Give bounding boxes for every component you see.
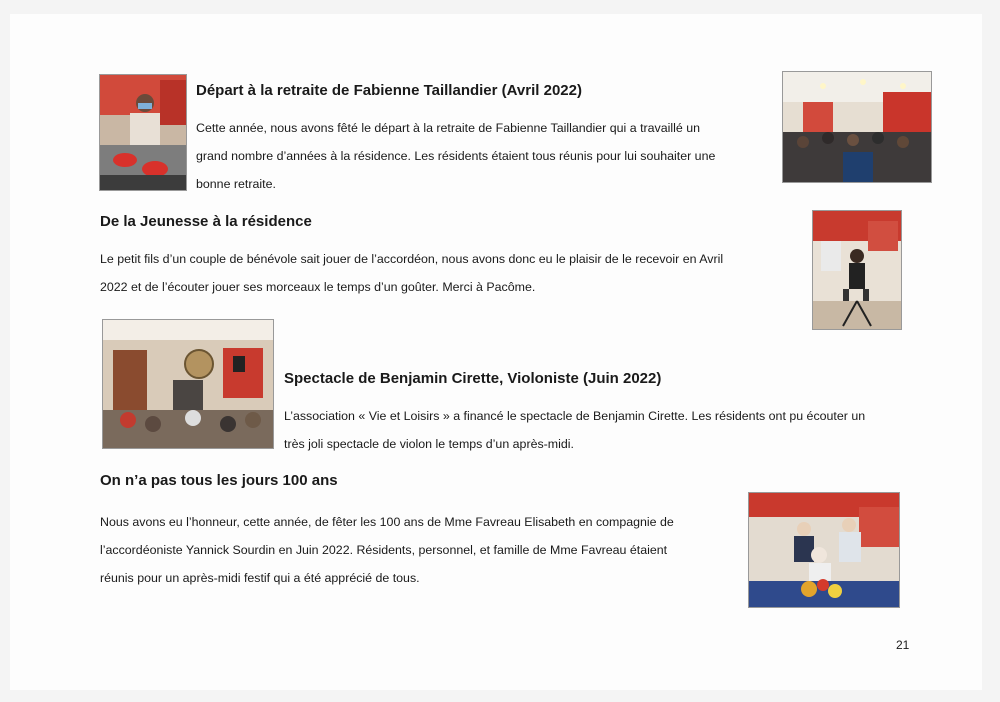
section-text-youth <box>100 245 723 301</box>
text-line: L’association « Vie et Loisirs » a financé le spectacle de Benjamin Cirette. Les résidents ont pu écouter un <box>284 409 866 423</box>
text-line: bonne retraite. <box>196 177 276 191</box>
text-line: Le petit fils d’un couple de bénévole sait jouer de l’accordéon, nous avons donc eu le plaisir de le recevoir en Avril <box>100 252 724 266</box>
text-line: Nous avons eu l’honneur, cette année, de fêter les 100 ans de Mme Favreau Elisabeth en compagnie de <box>100 515 674 529</box>
page-number: 21 <box>896 638 910 652</box>
text-line: l’accordéoniste Yannick Sourdin en Juin 2022. Résidents, personnel, et famille de Mme Favreau étaient <box>100 543 668 557</box>
text-line: Cette année, nous avons fêté le départ à la retraite de Fabienne Taillandier qui a travaillé un <box>196 121 700 135</box>
text-line: grand nombre d’années à la résidence. Les résidents étaient tous réunis pour lui souhaiter une <box>196 149 716 163</box>
photo-centenary-party <box>748 492 900 608</box>
section-text-centenary <box>100 508 674 592</box>
text-line: réunis pour un après-midi festif qui a été apprécié de tous. <box>100 571 420 585</box>
photo-fabienne-kitchen <box>99 74 187 191</box>
section-title-retirement: Départ à la retraite de Fabienne Taillandier (Avril 2022) <box>196 82 582 99</box>
photo-violin-concert <box>102 319 274 449</box>
section-title-youth: De la Jeunesse à la résidence <box>100 213 312 230</box>
section-title-violinist: Spectacle de Benjamin Cirette, Violoniste (Juin 2022) <box>284 370 662 387</box>
photo-residents-gathered <box>782 71 932 183</box>
document-page <box>10 14 982 690</box>
section-title-centenary: On n’a pas tous les jours 100 ans <box>100 472 338 489</box>
text-line: 2022 et de l’écouter jouer ses morceaux le temps d’un goûter. Merci à Pacôme. <box>100 280 536 294</box>
section-text-violinist <box>284 402 865 458</box>
section-text-retirement <box>196 114 715 198</box>
text-line: très joli spectacle de violon le temps d’un après-midi. <box>284 437 574 451</box>
photo-accordion-boy <box>812 210 902 330</box>
